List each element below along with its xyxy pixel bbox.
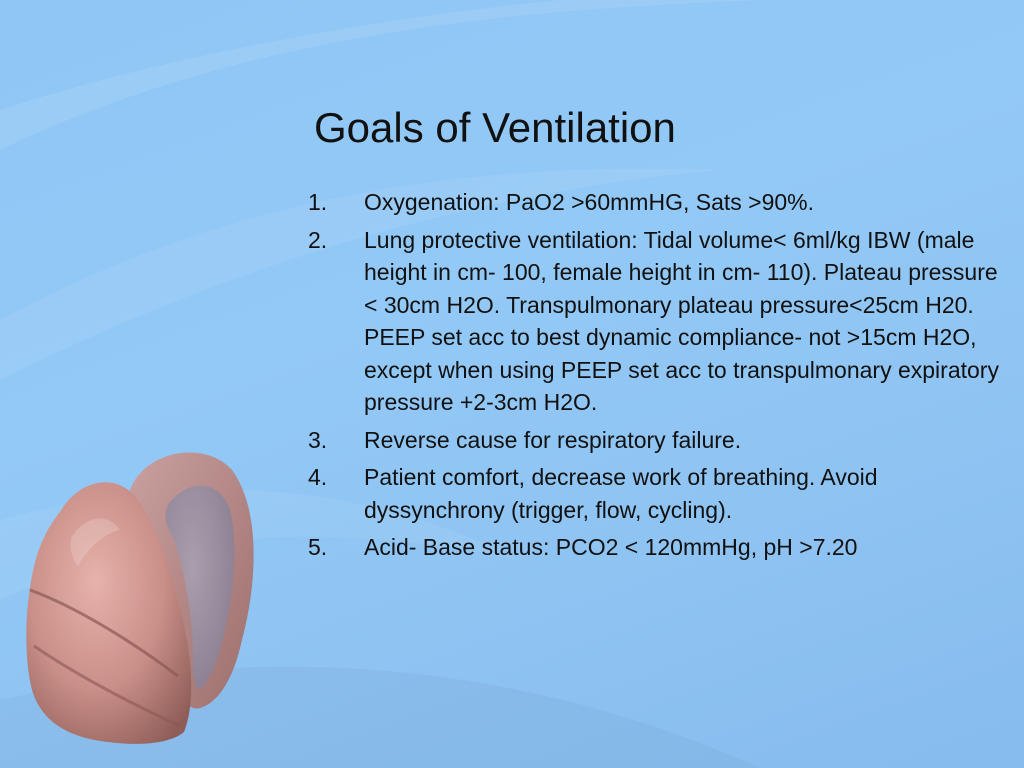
item-text: Lung protective ventilation: Tidal volume< 6ml/kg IBW (male height in cm- 100, female height in cm- 110). Plateau pressure < 30cm H2O. Transpulmonary plateau pressure<25cm H20. PEEP set acc to best dynamic compliance- not >15cm H2O, except when using PEEP set acc to transpulmonary expiratory pressure +2-3cm H2O. xyxy=(364,226,999,415)
goals-list xyxy=(308,186,1008,569)
list-item xyxy=(308,224,1008,419)
item-number: 5. xyxy=(308,534,328,560)
list-item xyxy=(308,424,1008,457)
item-number: 4. xyxy=(308,464,328,490)
item-text: Reverse cause for respiratory failure. xyxy=(364,426,742,453)
list-item xyxy=(308,186,1008,219)
slide-title: Goals of Ventilation xyxy=(314,104,676,151)
item-number: 1. xyxy=(308,189,328,215)
lung-icon xyxy=(20,440,270,750)
item-text: Patient comfort, decrease work of breathing. Avoid dyssynchrony (trigger, flow, cycling). xyxy=(364,464,878,523)
item-text: Oxygenation: PaO2 >60mmHG, Sats >90%. xyxy=(364,189,815,215)
item-text: Acid- Base status: PCO2 < 120mmHg, pH >7.20 xyxy=(364,534,858,560)
item-number: 2. xyxy=(308,226,328,253)
list-item xyxy=(308,461,1008,526)
list-item xyxy=(308,531,1008,564)
item-number: 3. xyxy=(308,426,328,453)
